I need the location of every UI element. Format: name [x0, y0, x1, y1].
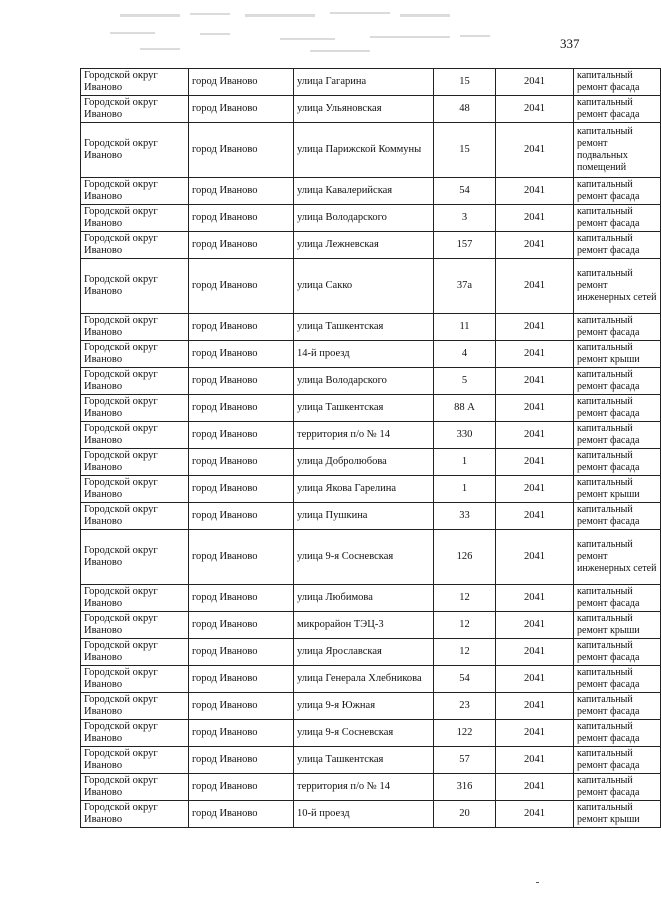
cell-city: город Иваново [189, 747, 294, 774]
cell-year: 2041 [496, 205, 574, 232]
cell-work-type: капитальный ремонт крыши [574, 612, 661, 639]
table-row [81, 341, 661, 368]
cell-city: город Иваново [189, 341, 294, 368]
table-row [81, 178, 661, 205]
cell-year: 2041 [496, 612, 574, 639]
cell-year: 2041 [496, 639, 574, 666]
cell-year: 2041 [496, 232, 574, 259]
cell-year: 2041 [496, 449, 574, 476]
cell-work-type: капитальный ремонт фасада [574, 503, 661, 530]
cell-street: улица 9-я Сосневская [294, 530, 434, 585]
cell-year: 2041 [496, 747, 574, 774]
cell-city: город Иваново [189, 585, 294, 612]
cell-year: 2041 [496, 259, 574, 314]
cell-work-type: капитальный ремонт фасада [574, 178, 661, 205]
cell-year: 2041 [496, 801, 574, 828]
cell-work-type: капитальный ремонт крыши [574, 476, 661, 503]
cell-okrug: Городской округ Иваново [81, 368, 189, 395]
table-row [81, 123, 661, 178]
table-row [81, 720, 661, 747]
repair-schedule-table [80, 68, 661, 828]
cell-street: улица Парижской Коммуны [294, 123, 434, 178]
cell-house-number: 37а [434, 259, 496, 314]
cell-city: город Иваново [189, 639, 294, 666]
cell-work-type: капитальный ремонт фасада [574, 422, 661, 449]
cell-city: город Иваново [189, 314, 294, 341]
table-row [81, 314, 661, 341]
cell-work-type: капитальный ремонт крыши [574, 341, 661, 368]
cell-city: город Иваново [189, 96, 294, 123]
cell-street: территория п/о № 14 [294, 774, 434, 801]
cell-house-number: 1 [434, 449, 496, 476]
cell-okrug: Городской округ Иваново [81, 720, 189, 747]
cell-city: город Иваново [189, 693, 294, 720]
cell-city: город Иваново [189, 259, 294, 314]
cell-house-number: 23 [434, 693, 496, 720]
cell-year: 2041 [496, 69, 574, 96]
cell-okrug: Городской округ Иваново [81, 314, 189, 341]
cell-okrug: Городской округ Иваново [81, 747, 189, 774]
table-row [81, 801, 661, 828]
cell-house-number: 122 [434, 720, 496, 747]
cell-street: улица Добролюбова [294, 449, 434, 476]
cell-house-number: 88 А [434, 395, 496, 422]
cell-house-number: 157 [434, 232, 496, 259]
cell-house-number: 4 [434, 341, 496, 368]
cell-house-number: 316 [434, 774, 496, 801]
cell-house-number: 33 [434, 503, 496, 530]
cell-year: 2041 [496, 422, 574, 449]
cell-house-number: 48 [434, 96, 496, 123]
cell-street: улица Гагарина [294, 69, 434, 96]
cell-okrug: Городской округ Иваново [81, 178, 189, 205]
cell-year: 2041 [496, 314, 574, 341]
table-row [81, 530, 661, 585]
cell-work-type: капитальный ремонт фасада [574, 69, 661, 96]
table-row [81, 395, 661, 422]
cell-okrug: Городской округ Иваново [81, 666, 189, 693]
cell-work-type: капитальный ремонт фасада [574, 368, 661, 395]
cell-work-type: капитальный ремонт подвальных помещений [574, 123, 661, 178]
cell-street: улица 9-я Сосневская [294, 720, 434, 747]
cell-work-type: капитальный ремонт фасада [574, 449, 661, 476]
table-row [81, 69, 661, 96]
cell-year: 2041 [496, 123, 574, 178]
cell-work-type: капитальный ремонт фасада [574, 693, 661, 720]
cell-house-number: 12 [434, 585, 496, 612]
table-row [81, 449, 661, 476]
cell-okrug: Городской округ Иваново [81, 205, 189, 232]
cell-okrug: Городской округ Иваново [81, 585, 189, 612]
cell-city: город Иваново [189, 476, 294, 503]
cell-okrug: Городской округ Иваново [81, 530, 189, 585]
table-row [81, 422, 661, 449]
cell-house-number: 5 [434, 368, 496, 395]
cell-city: город Иваново [189, 422, 294, 449]
table-row [81, 639, 661, 666]
cell-city: город Иваново [189, 530, 294, 585]
cell-work-type: капитальный ремонт фасада [574, 639, 661, 666]
cell-okrug: Городской округ Иваново [81, 801, 189, 828]
table-row [81, 747, 661, 774]
cell-street: улица Ташкентская [294, 314, 434, 341]
table-body [81, 69, 661, 828]
cell-work-type: капитальный ремонт инженерных сетей [574, 259, 661, 314]
cell-street: улица Ульяновская [294, 96, 434, 123]
cell-street: 10-й проезд [294, 801, 434, 828]
table-row [81, 503, 661, 530]
cell-house-number: 1 [434, 476, 496, 503]
cell-house-number: 3 [434, 205, 496, 232]
cell-year: 2041 [496, 395, 574, 422]
cell-city: город Иваново [189, 720, 294, 747]
table-row [81, 585, 661, 612]
table-row [81, 232, 661, 259]
cell-street: улица Сакко [294, 259, 434, 314]
cell-house-number: 20 [434, 801, 496, 828]
cell-house-number: 15 [434, 69, 496, 96]
cell-house-number: 126 [434, 530, 496, 585]
cell-street: улица Лежневская [294, 232, 434, 259]
cell-city: город Иваново [189, 801, 294, 828]
cell-year: 2041 [496, 368, 574, 395]
scan-artifact [80, 8, 530, 58]
cell-year: 2041 [496, 585, 574, 612]
cell-house-number: 11 [434, 314, 496, 341]
cell-city: город Иваново [189, 232, 294, 259]
cell-house-number: 15 [434, 123, 496, 178]
cell-year: 2041 [496, 341, 574, 368]
cell-house-number: 12 [434, 612, 496, 639]
cell-work-type: капитальный ремонт фасада [574, 747, 661, 774]
table-row [81, 612, 661, 639]
cell-okrug: Городской округ Иваново [81, 422, 189, 449]
cell-city: город Иваново [189, 395, 294, 422]
cell-year: 2041 [496, 96, 574, 123]
cell-street: 14-й проезд [294, 341, 434, 368]
page-number: 337 [560, 36, 580, 51]
cell-house-number: 54 [434, 178, 496, 205]
table-row [81, 368, 661, 395]
cell-work-type: капитальный ремонт фасада [574, 232, 661, 259]
cell-okrug: Городской округ Иваново [81, 476, 189, 503]
cell-street: улица Володарского [294, 368, 434, 395]
cell-work-type: капитальный ремонт крыши [574, 801, 661, 828]
cell-street: улица Володарского [294, 205, 434, 232]
cell-work-type: капитальный ремонт фасада [574, 585, 661, 612]
cell-city: город Иваново [189, 368, 294, 395]
cell-city: город Иваново [189, 774, 294, 801]
table-row [81, 666, 661, 693]
cell-street: улица Кавалерийская [294, 178, 434, 205]
table-row [81, 96, 661, 123]
cell-city: город Иваново [189, 205, 294, 232]
cell-okrug: Городской округ Иваново [81, 503, 189, 530]
cell-okrug: Городской округ Иваново [81, 449, 189, 476]
cell-house-number: 57 [434, 747, 496, 774]
cell-okrug: Городской округ Иваново [81, 259, 189, 314]
cell-okrug: Городской округ Иваново [81, 341, 189, 368]
cell-year: 2041 [496, 530, 574, 585]
cell-city: город Иваново [189, 123, 294, 178]
cell-work-type: капитальный ремонт фасада [574, 205, 661, 232]
cell-work-type: капитальный ремонт фасада [574, 666, 661, 693]
cell-work-type: капитальный ремонт фасада [574, 720, 661, 747]
cell-year: 2041 [496, 720, 574, 747]
cell-okrug: Городской округ Иваново [81, 774, 189, 801]
scan-speck [536, 882, 539, 883]
cell-street: улица Ташкентская [294, 395, 434, 422]
table-row [81, 774, 661, 801]
cell-city: город Иваново [189, 503, 294, 530]
cell-street: микрорайон ТЭЦ-3 [294, 612, 434, 639]
cell-city: город Иваново [189, 666, 294, 693]
cell-house-number: 12 [434, 639, 496, 666]
table-row [81, 693, 661, 720]
table-row [81, 259, 661, 314]
cell-work-type: капитальный ремонт инженерных сетей [574, 530, 661, 585]
cell-house-number: 54 [434, 666, 496, 693]
cell-okrug: Городской округ Иваново [81, 69, 189, 96]
table-row [81, 205, 661, 232]
cell-work-type: капитальный ремонт фасада [574, 314, 661, 341]
cell-city: город Иваново [189, 178, 294, 205]
cell-street: улица 9-я Южная [294, 693, 434, 720]
cell-okrug: Городской округ Иваново [81, 96, 189, 123]
cell-year: 2041 [496, 666, 574, 693]
cell-year: 2041 [496, 503, 574, 530]
cell-okrug: Городской округ Иваново [81, 123, 189, 178]
cell-street: улица Якова Гарелина [294, 476, 434, 503]
cell-street: улица Ярославская [294, 639, 434, 666]
table-row [81, 476, 661, 503]
cell-city: город Иваново [189, 69, 294, 96]
cell-work-type: капитальный ремонт фасада [574, 774, 661, 801]
cell-street: улица Любимова [294, 585, 434, 612]
cell-okrug: Городской округ Иваново [81, 232, 189, 259]
cell-street: улица Генерала Хлебникова [294, 666, 434, 693]
cell-year: 2041 [496, 774, 574, 801]
cell-work-type: капитальный ремонт фасада [574, 395, 661, 422]
cell-street: территория п/о № 14 [294, 422, 434, 449]
cell-street: улица Пушкина [294, 503, 434, 530]
cell-okrug: Городской округ Иваново [81, 639, 189, 666]
cell-house-number: 330 [434, 422, 496, 449]
cell-work-type: капитальный ремонт фасада [574, 96, 661, 123]
cell-year: 2041 [496, 476, 574, 503]
cell-okrug: Городской округ Иваново [81, 693, 189, 720]
cell-city: город Иваново [189, 449, 294, 476]
cell-year: 2041 [496, 693, 574, 720]
cell-street: улица Ташкентская [294, 747, 434, 774]
cell-year: 2041 [496, 178, 574, 205]
cell-okrug: Городской округ Иваново [81, 612, 189, 639]
cell-city: город Иваново [189, 612, 294, 639]
cell-okrug: Городской округ Иваново [81, 395, 189, 422]
